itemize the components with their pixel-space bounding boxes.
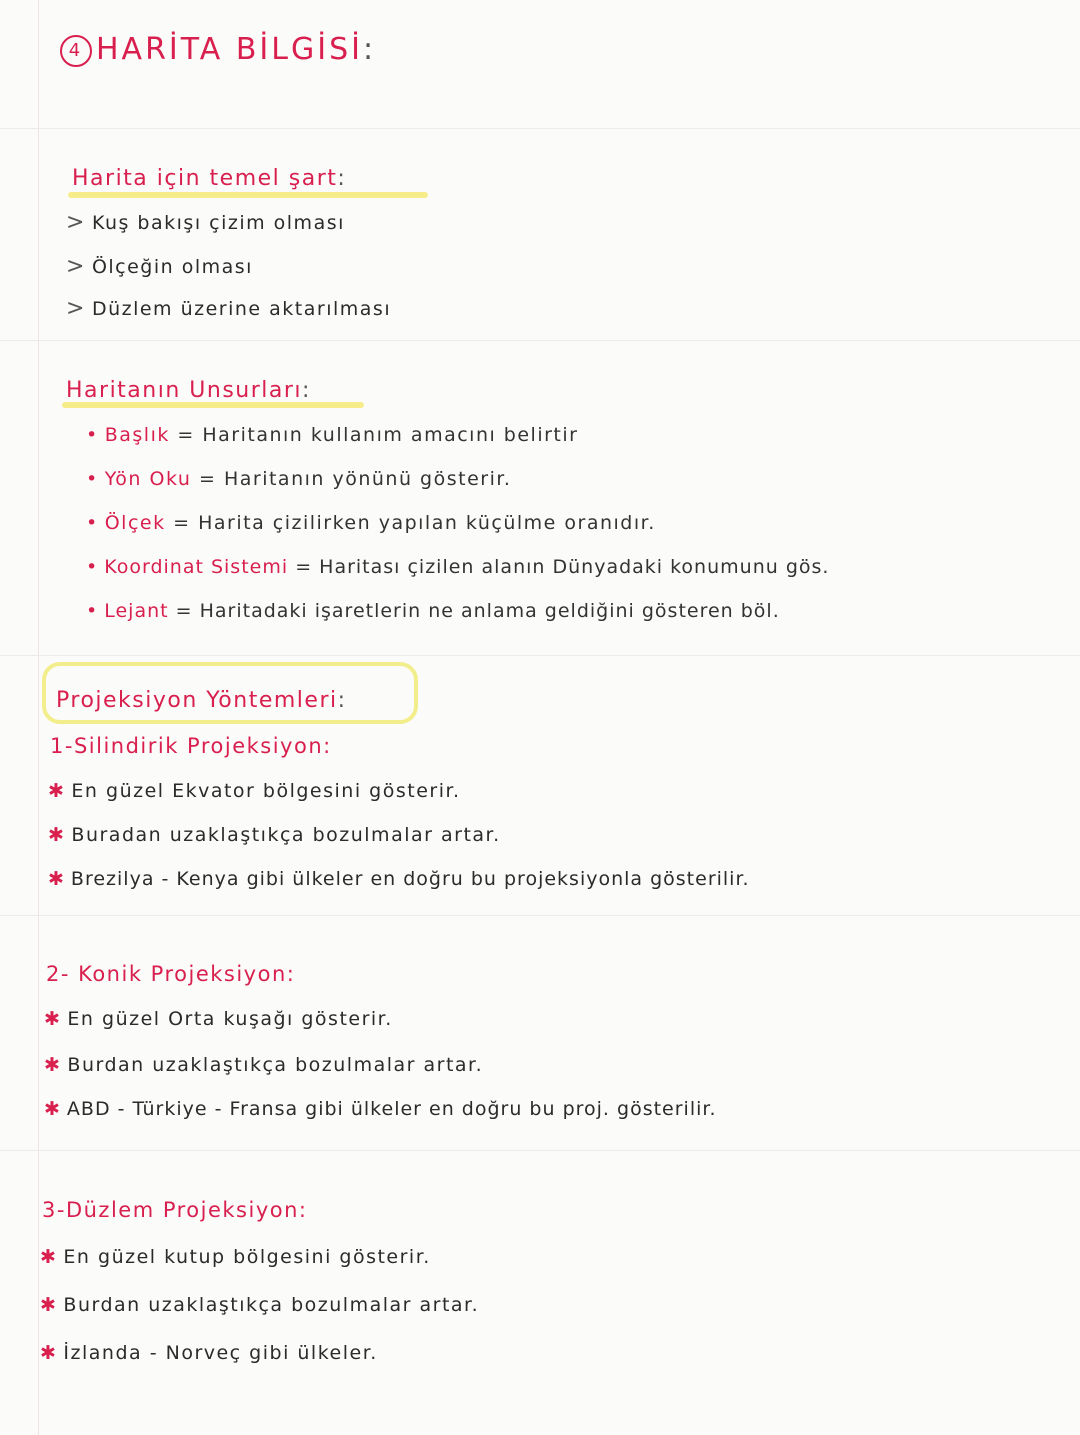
list-item: • Başlık = Haritanın kullanım amacını belirtir — [86, 424, 579, 446]
method-title — [42, 1198, 308, 1222]
section-heading-temel-sart — [72, 166, 346, 191]
star-bullet-icon: ✱ — [44, 1054, 62, 1076]
star-bullet-icon: ✱ — [40, 1342, 58, 1364]
list-item — [40, 1342, 378, 1364]
list-item-text: En güzel Ekvator bölgesini gösterir. — [71, 780, 461, 802]
notebook-rule — [0, 128, 1080, 129]
list-item-text: Brezilya - Kenya gibi ülkeler en doğru bu projeksiyonla gösterilir. — [70, 868, 750, 890]
star-bullet-icon: ✱ — [40, 1246, 58, 1268]
term: Ölçek — [104, 512, 166, 534]
list-item — [44, 1008, 393, 1030]
title-text: HARİTA BİLGİSİ — [96, 32, 363, 67]
page-title — [60, 32, 376, 67]
list-item: • Ölçek = Harita çizilirken yapılan küçülme oranıdır. — [86, 512, 656, 534]
heading-text: Haritanın Unsurları — [66, 378, 303, 403]
star-bullet-icon: ✱ — [48, 780, 66, 802]
heading-colon: : — [337, 688, 347, 713]
section-heading-unsurlar — [66, 378, 311, 403]
bullet-icon: • — [86, 600, 99, 622]
star-bullet-icon: ✱ — [44, 1098, 61, 1120]
method-title-text: 3-Düzlem Projeksiyon — [42, 1198, 299, 1222]
chevron-right-icon: > — [66, 254, 86, 279]
star-bullet-icon: ✱ — [40, 1294, 58, 1316]
notebook-rule — [0, 340, 1080, 341]
list-item: • Yön Oku = Haritanın yönünü gösterir. — [86, 468, 512, 490]
list-item — [40, 1246, 431, 1268]
list-item — [66, 296, 391, 321]
heading-text: Projeksiyon Yöntemleri — [56, 688, 338, 713]
bullet-icon: • — [86, 512, 99, 534]
description: Haritanın yönünü gösterir. — [223, 468, 512, 490]
list-item — [44, 1098, 717, 1120]
list-item — [66, 210, 345, 235]
term: Yön Oku — [104, 468, 192, 490]
bullet-icon: • — [86, 556, 99, 578]
list-item-text: Kuş bakışı çizim olması — [91, 212, 345, 234]
list-item — [48, 780, 461, 802]
list-item-text: Buradan uzaklaştıkça bozulmalar artar. — [71, 824, 501, 846]
star-bullet-icon: ✱ — [48, 868, 65, 890]
notebook-rule — [0, 915, 1080, 916]
chevron-right-icon: > — [66, 296, 86, 321]
heading-highlight — [68, 192, 428, 198]
title-number-circle: 4 — [60, 35, 92, 67]
method-title — [46, 962, 295, 986]
term: Koordinat Sistemi — [104, 556, 289, 578]
list-item: • Lejant = Haritadaki işaretlerin ne anlama geldiğini gösteren böl. — [86, 600, 780, 622]
method-title-mark: : — [323, 734, 332, 758]
list-item-text: Burdan uzaklaştıkça bozulmalar artar. — [67, 1054, 484, 1076]
method-title — [50, 734, 332, 758]
list-item — [48, 824, 501, 846]
list-item — [66, 254, 253, 279]
method-title-mark: : — [286, 962, 296, 986]
list-item: • Koordinat Sistemi = Haritası çizilen alanın Dünyadaki konumunu gös. — [86, 556, 830, 578]
notebook-rule — [0, 1150, 1080, 1151]
method-title-mark: : — [298, 1198, 308, 1222]
term: Lejant — [104, 600, 169, 622]
star-bullet-icon: ✱ — [44, 1008, 62, 1030]
list-item-text: Ölçeğin olması — [91, 256, 253, 278]
heading-colon: : — [302, 378, 311, 403]
method-title-text: 1-Silindirik Projeksiyon — [50, 734, 324, 758]
description: Haritadaki işaretlerin ne anlama geldiğini gösteren böl. — [199, 600, 780, 622]
list-item-text: En güzel Orta kuşağı gösterir. — [67, 1008, 393, 1030]
chevron-right-icon: > — [66, 210, 86, 235]
list-item — [48, 868, 750, 890]
description: Harita çizilirken yapılan küçülme oranıdır. — [198, 512, 656, 534]
list-item-text: Düzlem üzerine aktarılması — [91, 298, 392, 320]
description: Haritanın kullanım amacını belirtir — [202, 424, 579, 446]
term: Başlık — [104, 424, 170, 446]
bullet-icon: • — [86, 424, 99, 446]
list-item-text: En güzel kutup bölgesini gösterir. — [63, 1246, 431, 1268]
description: Haritası çizilen alanın Dünyadaki konumunu gös. — [319, 556, 830, 578]
list-item-text: Burdan uzaklaştıkça bozulmalar artar. — [63, 1294, 480, 1316]
bullet-icon: • — [86, 468, 99, 490]
notebook-rule — [0, 655, 1080, 656]
notebook-margin-line — [38, 0, 39, 1435]
method-title-text: 2- Konik Projeksiyon — [46, 962, 287, 986]
heading-text: Harita için temel şart — [72, 166, 338, 191]
star-bullet-icon: ✱ — [48, 824, 66, 846]
list-item-text: ABD - Türkiye - Fransa gibi ülkeler en doğru bu proj. gösterilir. — [66, 1098, 717, 1120]
list-item-text: İzlanda - Norveç gibi ülkeler. — [63, 1342, 378, 1364]
section-heading-projeksiyon — [56, 688, 347, 713]
list-item — [40, 1294, 479, 1316]
list-item — [44, 1054, 483, 1076]
title-colon: : — [362, 32, 377, 67]
heading-colon: : — [337, 166, 347, 191]
